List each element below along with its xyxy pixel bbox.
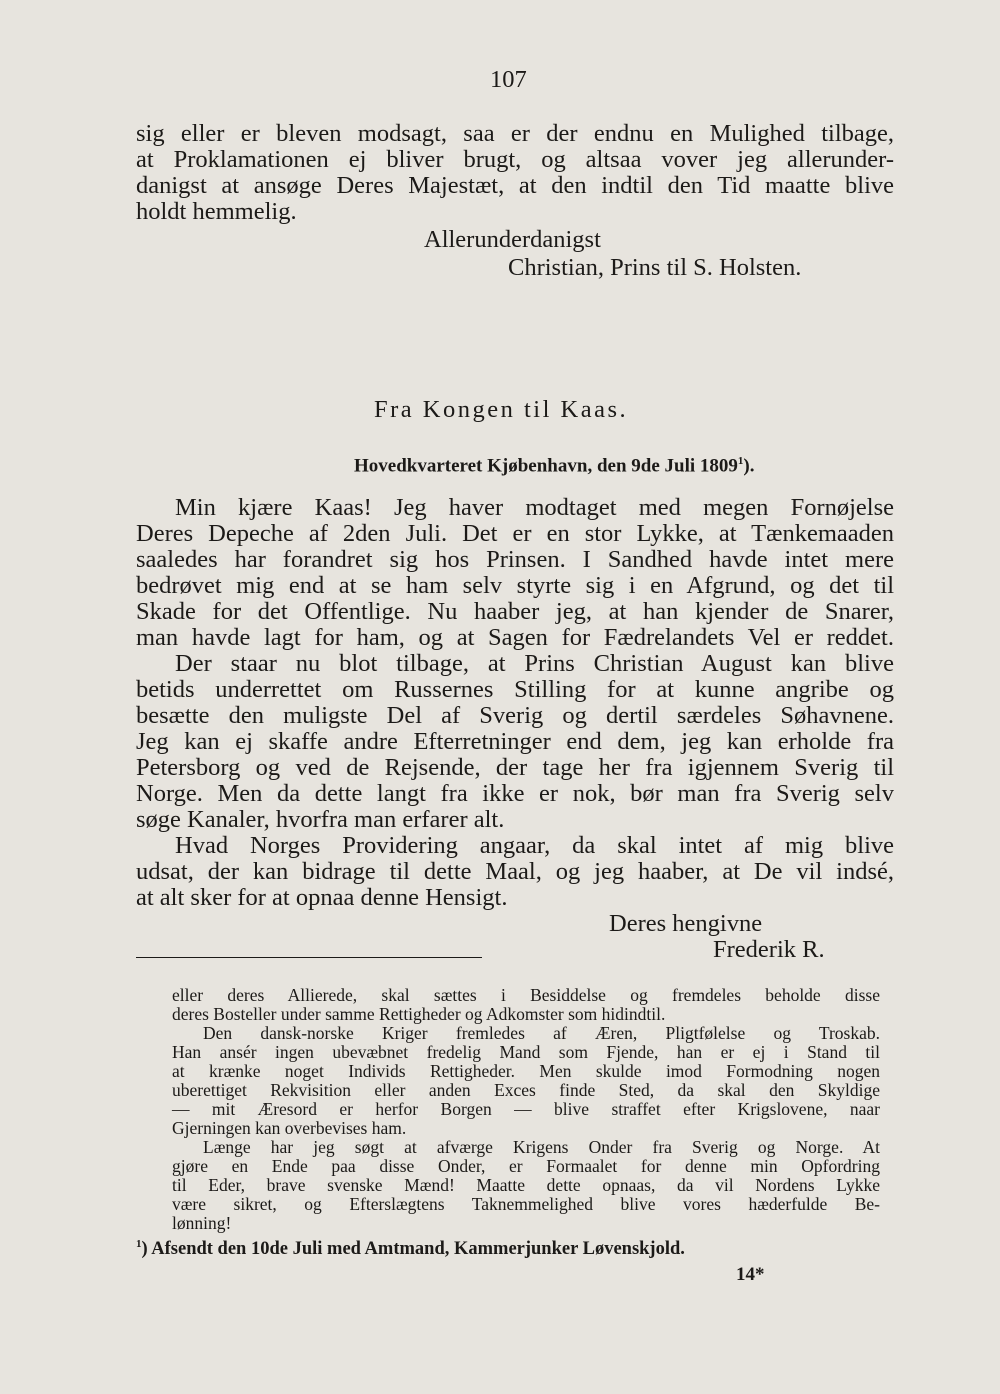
signature-mark: 14* (736, 1264, 765, 1285)
footnote-line: eller deres Allierede, skal sættes i Besiddelse og fremdeles beholde disse (172, 985, 880, 1005)
text-line: Deres Depeche af 2den Juli. Det er en stor Lykke, at Tænkemaaden (136, 520, 894, 547)
text-line: udsat, der kan bidrage til dette Maal, og jeg haaber, at De vil indsé, (136, 858, 894, 885)
footnote-marker: 1 (136, 1238, 142, 1250)
footnote-line: at krænke noget Individs Rettigheder. Men skulde imod Formodning nogen (172, 1061, 880, 1081)
dateline-text: Hovedkvarteret Kjøbenhavn, den 9de Juli 1809 (354, 455, 738, 477)
footnote-line: — mit Æresord er herfor Borgen — blive straffet efter Krigslovene, naar (172, 1099, 880, 1119)
footnote-line: lønning! (172, 1213, 232, 1233)
text-line: man havde lagt for ham, og at Sagen for Fædrelandets Vel er reddet. (136, 624, 894, 651)
footnote-line: Længe har jeg søgt at afværge Krigens Onder fra Sverig og Norge. At (203, 1137, 880, 1157)
text-line: Skade for det Offentlige. Nu haaber jeg, at han kjender de Snarer, (136, 598, 894, 625)
footnote-line: uberettiget Rekvisition eller anden Exces finde Sted, da skal den Skyldige (172, 1080, 880, 1100)
footnote-line: Han ansér ingen ubevæbnet fredelig Mand som Fjende, han er ej i Stand til (172, 1042, 880, 1062)
text-line: Jeg kan ej skaffe andre Efterretninger end dem, jeg kan erholde fra (136, 728, 894, 755)
signature: Frederik R. (713, 936, 825, 963)
footnote-reference: 1 (737, 455, 744, 467)
text-line: Min kjære Kaas! Jeg haver modtaget med megen Fornøjelse (175, 494, 894, 521)
text-line: sig eller er bleven modsagt, saa er der endnu en Mulighed tilbage, (136, 120, 894, 147)
text-line: Petersborg og ved de Rejsende, der tage her fra igjennem Sverig til (136, 754, 894, 781)
footnote-divider (136, 957, 482, 958)
text-line: danigst at ansøge Deres Majestæt, at den indtil den Tid maatte blive (136, 172, 894, 199)
footnote (136, 1238, 836, 1260)
text-line: Norge. Men da dette langt fra ikke er nok, bør man fra Sverig selv (136, 780, 894, 807)
signature: Christian, Prins til S. Holsten. (508, 254, 802, 281)
footnote-line: gjøre en Ende paa disse Onder, er Formaalet for denne min Opfordring (172, 1156, 880, 1176)
closing-salutation: Allerunderdanigst (424, 226, 601, 253)
dateline-end: ). (743, 455, 755, 477)
text-line: søge Kanaler, hvorfra man erfarer alt. (136, 806, 505, 833)
letter-heading: Fra Kongen til Kaas. (374, 396, 629, 423)
footnote-line: Den dansk-norske Kriger fremledes af Æren, Pligtfølelse og Troskab. (203, 1023, 880, 1043)
footnote-line: deres Bosteller under samme Rettigheder og Adkomster som hidindtil. (172, 1004, 666, 1024)
text-line: besætte den muligste Del af Sverig og dertil særdeles Søhavnene. (136, 702, 894, 729)
footnote-text: ) Afsendt den 10de Juli med Amtmand, Kammerjunker Løvenskjold. (141, 1239, 685, 1260)
text-line: saaledes har forandret sig hos Prinsen. I Sandhed havde intet mere (136, 546, 894, 573)
footnote-line: til Eder, brave svenske Mænd! Maatte dette opnaas, da vil Nordens Lykke (172, 1175, 880, 1195)
text-line: Der staar nu blot tilbage, at Prins Christian August kan blive (175, 650, 894, 677)
text-line: at Proklamationen ej bliver brugt, og altsaa vover jeg allerunder- (136, 146, 894, 173)
dateline (354, 455, 894, 477)
text-line: at alt sker for at opnaa denne Hensigt. (136, 884, 508, 911)
text-line: Hvad Norges Providering angaar, da skal intet af mig blive (175, 832, 894, 859)
text-line: holdt hemmelig. (136, 198, 297, 225)
page-number: 107 (490, 66, 527, 93)
closing-salutation: Deres hengivne (609, 910, 763, 937)
footnote-line: være sikret, og Efterslægtens Taknemmelighed blive vores hæderfulde Be- (172, 1194, 880, 1214)
text-line: bedrøvet mig end at se ham selv styrte sig i en Afgrund, og det til (136, 572, 894, 599)
footnote-line: Gjerningen kan overbevises ham. (172, 1118, 407, 1138)
text-line: betids underrettet om Russernes Stilling for at kunne angribe og (136, 676, 894, 703)
